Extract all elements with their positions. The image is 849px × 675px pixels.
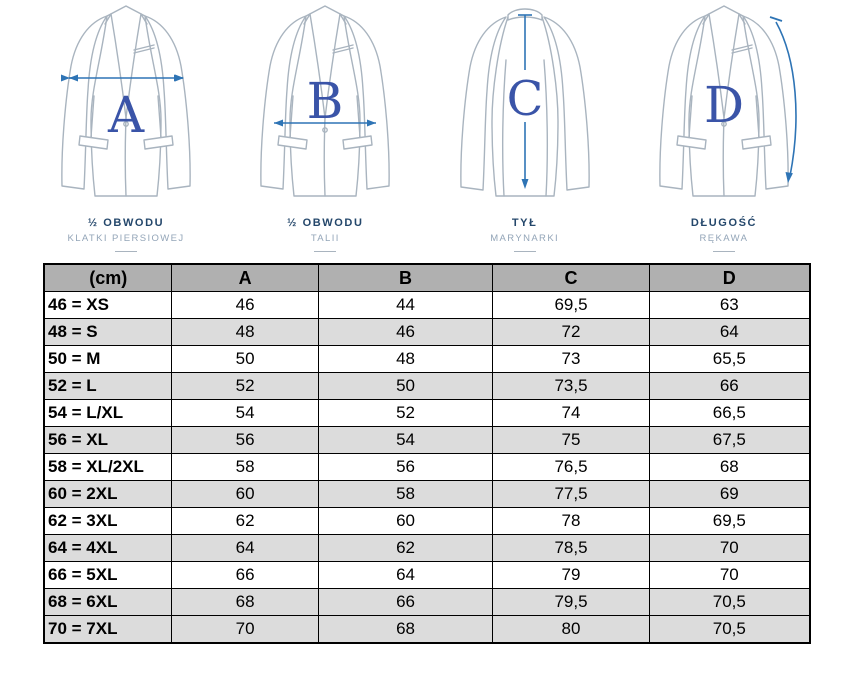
measurement-cell: 64 — [172, 535, 318, 562]
size-label-cell: 60 = 2XL — [44, 481, 172, 508]
diagram-title: TYŁ — [511, 217, 538, 229]
size-label-cell: 58 = XL/2XL — [44, 454, 172, 481]
measurement-cell: 72 — [493, 319, 649, 346]
measurement-cell: 74 — [493, 400, 649, 427]
table-row — [44, 319, 810, 346]
measurement-cell: 54 — [172, 400, 318, 427]
measurement-cell: 62 — [172, 508, 318, 535]
column-header-c: C — [493, 264, 649, 292]
table-row — [44, 508, 810, 535]
diagram-sleeve-length — [626, 0, 822, 258]
diagram-title: ½ OBWODU — [87, 217, 165, 229]
size-label-cell: 50 = M — [44, 346, 172, 373]
measurement-cell: 62 — [318, 535, 493, 562]
measurement-cell: 73 — [493, 346, 649, 373]
measurement-cell: 50 — [318, 373, 493, 400]
measurement-cell: 68 — [318, 616, 493, 644]
measurement-cell: 73,5 — [493, 373, 649, 400]
table-row — [44, 481, 810, 508]
diagram-chest — [28, 0, 224, 258]
diagram-title: DŁUGOŚĆ — [690, 217, 758, 229]
measurement-cell: 67,5 — [649, 427, 810, 454]
measurement-cell: 70,5 — [649, 589, 810, 616]
size-label-cell: 66 = 5XL — [44, 562, 172, 589]
measurement-cell: 54 — [318, 427, 493, 454]
size-table-body — [44, 292, 810, 644]
measurement-cell: 78 — [493, 508, 649, 535]
measurement-cell: 48 — [318, 346, 493, 373]
measurement-cell: 66 — [318, 589, 493, 616]
measurement-cell: 63 — [649, 292, 810, 319]
size-label-cell: 56 = XL — [44, 427, 172, 454]
measurement-cell: 70 — [172, 616, 318, 644]
table-row — [44, 589, 810, 616]
measurement-cell: 70 — [649, 535, 810, 562]
measurement-cell: 69 — [649, 481, 810, 508]
size-label-cell: 62 = 3XL — [44, 508, 172, 535]
size-label-cell: 46 = XS — [44, 292, 172, 319]
measurement-cell: 77,5 — [493, 481, 649, 508]
table-row — [44, 292, 810, 319]
label-underline-dash — [115, 251, 137, 252]
table-row — [44, 535, 810, 562]
size-chart-table — [43, 263, 811, 644]
size-label-cell: 52 = L — [44, 373, 172, 400]
table-row — [44, 400, 810, 427]
measurement-cell: 66 — [172, 562, 318, 589]
measurement-cell: 80 — [493, 616, 649, 644]
column-header-b: B — [318, 264, 493, 292]
measurement-cell: 46 — [318, 319, 493, 346]
diagram-label — [287, 217, 363, 252]
measurement-cell: 58 — [172, 454, 318, 481]
measurement-cell: 68 — [172, 589, 318, 616]
measure-letter-d: D — [703, 76, 745, 134]
measurement-cell: 69,5 — [649, 508, 810, 535]
measure-letter-b: B — [306, 72, 344, 130]
label-underline-dash — [713, 251, 735, 252]
measurement-cell: 68 — [649, 454, 810, 481]
diagram-subtitle: MARYNARKI — [490, 233, 560, 244]
measurement-cell: 60 — [318, 508, 493, 535]
measurement-cell: 56 — [172, 427, 318, 454]
measurement-cell: 64 — [649, 319, 810, 346]
measurement-cell: 75 — [493, 427, 649, 454]
table-row — [44, 616, 810, 644]
measurement-diagrams — [28, 0, 822, 258]
jacket-front-sleeve-illustration — [629, 0, 819, 205]
diagram-subtitle: KLATKI PIERSIOWEJ — [67, 233, 185, 244]
diagram-subtitle: RĘKAWA — [699, 233, 749, 244]
measurement-cell: 70,5 — [649, 616, 810, 644]
measurement-cell: 66,5 — [649, 400, 810, 427]
table-header-row — [44, 264, 810, 292]
measure-letter-a: A — [107, 86, 145, 144]
size-label-cell: 70 = 7XL — [44, 616, 172, 644]
measurement-cell: 65,5 — [649, 346, 810, 373]
label-underline-dash — [314, 251, 336, 252]
measurement-cell: 66 — [649, 373, 810, 400]
measurement-cell: 58 — [318, 481, 493, 508]
measurement-cell: 48 — [172, 319, 318, 346]
measurement-cell: 52 — [172, 373, 318, 400]
measurement-cell: 69,5 — [493, 292, 649, 319]
diagram-title: ½ OBWODU — [287, 217, 364, 229]
size-label-cell: 48 = S — [44, 319, 172, 346]
diagram-label — [691, 217, 757, 252]
table-row — [44, 373, 810, 400]
measurement-cell: 78,5 — [493, 535, 649, 562]
measurement-cell: 50 — [172, 346, 318, 373]
column-header-d: D — [649, 264, 810, 292]
measurement-cell: 70 — [649, 562, 810, 589]
diagram-label — [67, 217, 184, 252]
measurement-cell: 60 — [172, 481, 318, 508]
diagram-label — [490, 217, 559, 252]
measurement-cell: 79 — [493, 562, 649, 589]
jacket-front-waist-illustration — [230, 0, 420, 205]
size-label-cell: 54 = L/XL — [44, 400, 172, 427]
size-label-cell: 68 = 6XL — [44, 589, 172, 616]
measure-letter-c: C — [506, 71, 544, 127]
table-row — [44, 454, 810, 481]
measure-start-bar — [770, 17, 782, 21]
unit-header-cell: (cm) — [44, 264, 172, 292]
measurement-cell: 52 — [318, 400, 493, 427]
measurement-cell: 64 — [318, 562, 493, 589]
diagram-subtitle: TALII — [310, 233, 340, 244]
table-row — [44, 562, 810, 589]
column-header-a: A — [172, 264, 318, 292]
measurement-cell: 46 — [172, 292, 318, 319]
measurement-cell: 76,5 — [493, 454, 649, 481]
table-row — [44, 427, 810, 454]
size-label-cell: 64 = 4XL — [44, 535, 172, 562]
diagram-back-length — [427, 0, 623, 258]
diagram-waist — [227, 0, 423, 258]
jacket-back-illustration — [430, 0, 620, 205]
jacket-front-chest-illustration — [31, 0, 221, 205]
measurement-cell: 56 — [318, 454, 493, 481]
label-underline-dash — [514, 251, 536, 252]
table-row — [44, 346, 810, 373]
measurement-cell: 79,5 — [493, 589, 649, 616]
measurement-cell: 44 — [318, 292, 493, 319]
